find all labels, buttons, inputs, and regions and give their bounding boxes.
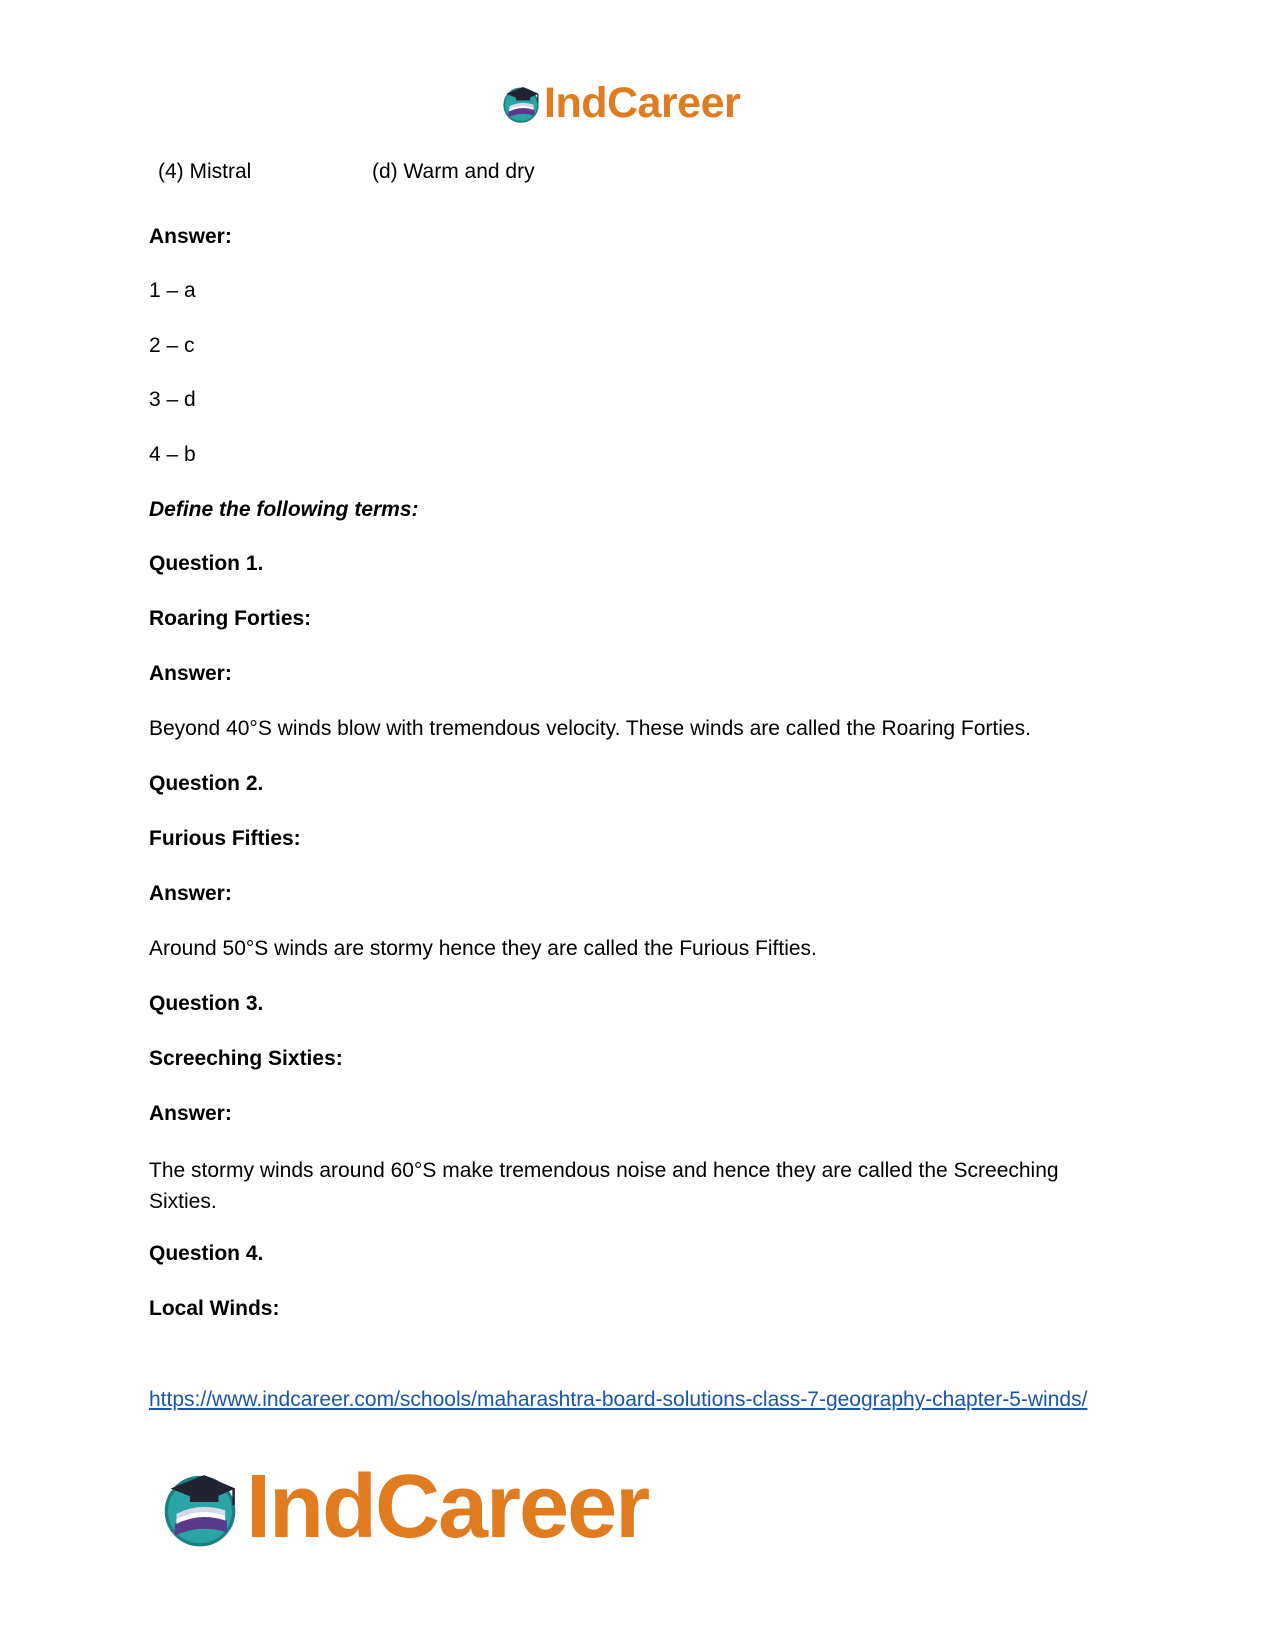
question-term: Local Winds: (149, 1297, 280, 1320)
question-number: Question 1. (149, 552, 264, 575)
answer-text: Beyond 40°S winds blow with tremendous velocity. These winds are called the Roaring Forties. (149, 717, 1031, 740)
section-heading: Define the following terms: (149, 498, 419, 521)
source-link[interactable]: https://www.indcareer.com/schools/maharashtra-board-solutions-class-7-geography-chapter-5-winds/ (149, 1388, 1088, 1411)
footer-logo (158, 1457, 649, 1557)
answer-label: Answer: (149, 882, 232, 905)
answer-text: The stormy winds around 60°S make tremendous noise and hence they are called the Screeching Sixties. (149, 1159, 1059, 1213)
question-term: Screeching Sixties: (149, 1047, 343, 1070)
logo-text: IndCareer (544, 79, 741, 127)
header-logo (500, 78, 740, 128)
answer-label: Answer: (149, 1102, 232, 1125)
question-term: Furious Fifties: (149, 827, 301, 850)
answer-item: 4 – b (149, 443, 196, 466)
graduation-cap-book-globe-icon (500, 82, 542, 124)
answer-label: Answer: (149, 662, 232, 685)
question-number: Question 2. (149, 772, 264, 795)
match-left: (4) Mistral (158, 160, 252, 183)
graduation-cap-book-globe-icon (158, 1465, 242, 1549)
answer-text: Around 50°S winds are stormy hence they are called the Furious Fifties. (149, 937, 817, 960)
logo-text: IndCareer (246, 1457, 649, 1557)
answer-item: 1 – a (149, 279, 196, 302)
answer-item: 2 – c (149, 334, 195, 357)
question-number: Question 3. (149, 992, 264, 1015)
question-term: Roaring Forties: (149, 607, 312, 630)
answer-item: 3 – d (149, 388, 196, 411)
question-number: Question 4. (149, 1242, 264, 1265)
match-right: (d) Warm and dry (372, 160, 535, 183)
answer-label: Answer: (149, 225, 232, 248)
